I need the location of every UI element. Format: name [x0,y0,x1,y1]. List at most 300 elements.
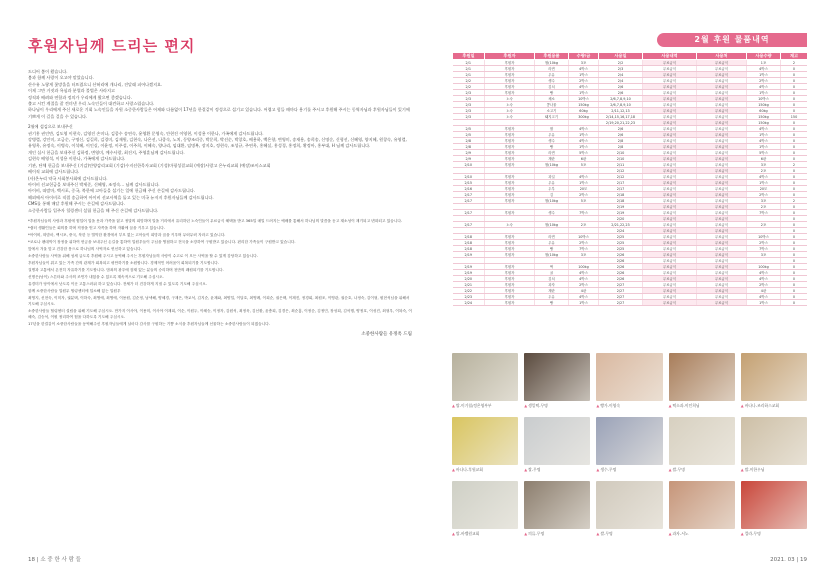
table-cell: 0 [781,192,808,198]
table-cell: 후원자 [485,270,535,276]
table-cell: 후원자 [485,174,535,180]
thanks-paragraph: 아이비, 따맘마, 백시포, 중국, 북한에 고아들을 섬기는 일에 헌금해 주신 손길에 감사드립니다. [28,188,196,194]
donation-photo [741,353,807,401]
table-cell: 0 [781,258,808,264]
table-cell: 2/11,12,13 [599,108,643,114]
note-paragraph: 유경미가 당이에서 낫도록 이곳 고통스러워 하고 있습니다. 전체가 더 건강하게 지낼 수 있도록 기도해 주십시오. [28,281,208,286]
table-cell: 2/19 [599,210,643,216]
table-cell: 우유 [535,72,569,78]
table-cell: 2/24 [599,228,643,234]
column-header: 재고 [781,53,808,60]
table-cell: 무료급식 [643,96,697,102]
table-cell: 무료급식 [697,258,747,264]
table-cell: 3포 [747,252,781,258]
table-cell: 후원자 [485,60,535,66]
table-cell: 2/6,7,8,9,10 [599,102,643,108]
photo-caption-text: 생수-무명 [600,467,617,472]
table-cell: 0 [781,270,808,276]
table-cell: 노숙 [485,114,535,120]
letter-paragraph: 하나님이 우리에게 주신 새로운 기회 노숙인들을 자원 소중한사람들은 어제와 다름없이 17년을 한결같이 정성으로 섬기고 있습니다. 어렵고 힘들 때마다 용기를 주시고 후원해 주시는 동역자님과 후원자님들이 있기에 기쁘게 이 길을 걸을 수 있습니다. [28,107,410,119]
table-cell: 2/9 [453,156,485,162]
table-cell: 무료급식 [697,156,747,162]
table-cell: 0 [781,228,808,234]
table-cell: 2/25 [599,240,643,246]
triangle-icon: ▲ [596,531,600,536]
table-cell: 0 [781,252,808,258]
thanks-paragraph: 베이직 교회에 감사드립니다. [28,169,80,175]
table-cell: 0 [781,120,808,126]
table-cell: 무료급식 [697,222,747,228]
table-cell: 2/24 [453,300,485,306]
table-cell: 2/16 [453,186,485,192]
table-cell: 2/10 [453,162,485,168]
table-cell: 2/1 [453,60,485,66]
table-cell: 0 [781,240,808,246]
table-cell: 두유 [535,294,569,300]
thanks-paragraph: CMS를 통해 매달 후원해 주시는 손길에 감사드립니다. [28,201,126,207]
table-cell: 후원자 [485,282,535,288]
table-cell: 2/5 [453,132,485,138]
triangle-icon: ▲ [452,467,455,472]
table-cell: 후원자 [485,276,535,282]
donation-photo [452,481,518,529]
table-cell: 0 [781,264,808,270]
table-cell: 3포 [747,162,781,168]
photo-caption [669,467,735,473]
table-cell: 2/27 [599,282,643,288]
table-cell: 1포 [747,60,781,66]
table-cell: 무료급식 [643,120,697,126]
table-cell: 무료급식 [697,270,747,276]
table-cell: 무료급식 [643,90,697,96]
table-cell: 무료급식 [643,300,697,306]
donation-table [452,52,807,306]
table-cell: 노숙 [485,96,535,102]
table-cell: 무료급식 [697,240,747,246]
table-cell: 4박스 [747,138,781,144]
table-cell: 2/22 [453,288,485,294]
table-cell: 무료급식 [643,204,697,210]
table-cell: 4박스 [747,294,781,300]
table-cell: 7박스 [747,210,781,216]
table-cell: 2/2 [453,78,485,84]
letter-page [28,35,412,550]
photo-item [741,481,807,537]
table-cell: 300kg [569,114,599,120]
table-cell: 무료급식 [697,186,747,192]
table-cell: 0 [781,300,808,306]
table-cell: 후원자 [485,66,535,72]
table-cell: 후원자 [485,252,535,258]
table-cell: 무료급식 [697,138,747,144]
table-cell: 2/6,7,8,9,10 [599,96,643,102]
table-cell: 20모 [747,186,781,192]
table-cell: 0 [781,246,808,252]
donation-photo [524,481,590,529]
triangle-icon: ▲ [740,531,744,536]
page-footer-left: 18 | 소 중 한 사 람 들 [28,557,81,563]
table-cell: 150kg [747,102,781,108]
table-cell: 무료급식 [697,168,747,174]
table-cell: 10박스 [747,234,781,240]
photo-item [452,417,518,473]
thanks-paragraph: 강병렬, 강인미, 고금순, 구명신, 김길희, 김경미, 김재원, 김현숙, 나은선, 나종숙, 노치, 동양조리중, 박문희, 박선순, 박창호, 배용하, 백은향, 변영미, 송재용, 송희송, 신명순, 신형선, 신혜영, 양지혜, 원창숙, 유영렬, 유영옥, 유정숙, 이병숙, 이석혜, 이인실, 이윤정, 이주섭, 이주희, 이혜숙, 양나리, 임대환, 임명복, 장지호, 정현숙, 조성규, 주연옥, 홍혜실, 홍성경, 홍정희, 황정아, 홍부대, H 님께 감사드립니다. [28,137,407,149]
note-paragraph: *후원자님들의 사랑과 후원에 힘입어 입을 옷과 가족을 잃고 정말의 희망하며 일을 거리에서 유리하던 노숙인들이 무료급식 혜택을 받고 365일 매일 드려지는 예배를 통해서 하나님의 말씀을 듣고 재소성이 재기되고 변화되고 있습니다. [28,218,403,223]
table-header-row [453,53,808,60]
table-cell: 1박스 [747,300,781,306]
photo-item [596,417,662,473]
photo-caption [596,467,662,473]
table-cell: 무료급식 [643,246,697,252]
table-cell: 2/6 [599,132,643,138]
table-cell: 무료급식 [697,198,747,204]
table-cell: 라면 [535,150,569,156]
table-cell: 2/8 [599,144,643,150]
table-cell: 0 [781,126,808,132]
table-cell: 4박스 [569,84,599,90]
triangle-icon: ▲ [524,403,528,408]
table-cell: 무료급식 [643,66,697,72]
table-cell: 계란 [535,288,569,294]
table-cell: 라면 [535,234,569,240]
table-cell: 2/27 [599,294,643,300]
table-cell: 2박스 [569,192,599,198]
table-cell: 빵 [535,246,569,252]
table-cell: 빵 [535,144,569,150]
note-paragraph: 소중한사람들 힐링센터 설립을 위해 기도해 주십시오. 만가지 이사야, 이용미, 이사야 이재희, 이순, 이원두, 이혜승, 이정자, 김원석, 최정욱, 김선환, 윤충희, 김경은, 최순홍, 이정순, 김정민, 장성희, 김석행, 양정호, 이성진, 최형우, 이복숙, 이혜숙, 김승석, 이원 정리하여 힘을 다하도록 기도해 주십시오. [28,308,412,319]
table-cell: 2/26 [599,252,643,258]
table-cell: 1박스 [569,180,599,186]
table-cell: 무료급식 [697,144,747,150]
table-cell: 3포 [747,198,781,204]
table-cell: 소고기 [535,108,569,114]
table-cell: 2/8 [453,138,485,144]
table-cell: 4판 [747,288,781,294]
table-cell: 2포 [747,222,781,228]
table-cell: 2/26 [599,276,643,282]
column-header: 후원용품 [535,53,569,60]
table-cell: 2/21,22,23 [599,222,643,228]
table-cell: 후원자 [485,78,535,84]
letter-paragraph: 봄과 함께 사랑이 오고야 말았습니다. [28,75,94,81]
donation-photo [596,417,662,465]
table-cell: 후원자 [485,180,535,186]
table-cell: 1박스 [747,72,781,78]
table-cell: 무료급식 [697,264,747,270]
table-cell: 7박스 [569,210,599,216]
table-cell: 무료급식 [643,138,697,144]
table-cell: 2/1 [453,72,485,78]
table-cell: 2/10 [599,150,643,156]
table-cell: 4판 [569,288,599,294]
table-cell: 2 [781,198,808,204]
letter-body [28,69,412,120]
table-cell: 60kg [569,108,599,114]
table-cell: 5박스 [569,150,599,156]
table-cell: 0 [781,282,808,288]
table-cell: 무료급식 [643,192,697,198]
table-cell: 2/17 [453,222,485,228]
table-cell: 후원자 [485,246,535,252]
column-header: 후원일 [453,53,485,60]
column-header: 사용내역 [643,53,697,60]
table-cell: 4박스 [747,174,781,180]
table-cell: 쌀(10kg [535,60,569,66]
photo-item [741,353,807,409]
table-cell: 100kg [747,264,781,270]
table-cell: 무료급식 [697,204,747,210]
photo-caption-text: 의류-무명 [528,531,545,536]
table-cell: 과일 [535,174,569,180]
table-cell: 무료급식 [643,288,697,294]
table-cell: 노숙 [485,108,535,114]
column-header: 사용일 [599,53,643,60]
donation-section-title: 2월 후원 물품내역 [657,33,807,47]
table-cell: 4박스 [747,276,781,282]
note-paragraph: 최영지, 신현숙, 이미자, 권분택, 이하숙, 최영애, 최영애, 이용원, 김순정, 남넥해, 양혜경, 구재은, 박교석, 김지순, 윤재와, 최양일, 이달호, 최영례, 이희순, 권은택, 이재진, 정경회, 최원조, 이영관, 권순호, 나정숙, 김이형, 원현석님을 위해서 기도해 주십시오. [28,295,410,306]
donation-photo [524,353,590,401]
table-cell: 150 [781,114,808,120]
table-cell: 2/18 [453,234,485,240]
photo-caption [452,467,518,473]
table-cell: 후원자 [485,186,535,192]
table-cell: 돼지고기 [535,114,569,120]
thanks-paragraph: 2월에 섬김으로 보내주신 [28,124,73,130]
table-cell: 무료급식 [643,108,697,114]
photo-caption-text: 바나나-조리하스교회 [744,403,780,408]
table-cell: 계란 [535,156,569,162]
table-cell: 무료급식 [643,168,697,174]
table-cell: 무료급식 [697,72,747,78]
table-cell: 2/6 [599,126,643,132]
photo-caption-text: 쌀-이기철/정은영부부 [455,403,492,408]
triangle-icon: ▲ [524,531,528,536]
table-cell: 김 [535,192,569,198]
thanks-paragraph: 김현숙 배영석, 이성용 이한나, 가족에게 감사드립니다. [28,156,126,162]
table-cell: 무료급식 [697,234,747,240]
table-cell: 생수 [535,210,569,216]
table-cell: 2/20 [453,276,485,282]
table-cell: 2/19 [453,270,485,276]
photo-caption [524,531,590,537]
table-cell: 1박스 [747,90,781,96]
table-cell: 2/27 [599,300,643,306]
table-cell: 0 [781,108,808,114]
letter-paragraph: 드디어 봄이 왔습니다. [28,69,68,74]
thanks-paragraph: 해외에서 아이비로 직접 송금하여 아이비 선교사역을 돕고 있는 미국 뉴저지 후원자님들께 감사드립니다. [28,194,214,200]
table-cell: 무료급식 [697,252,747,258]
table-cell: 2/9 [453,150,485,156]
note-paragraph: 함께 소중한사람들 입원무 힐링센터에 입소해 있는 입원우 [28,288,121,293]
table-cell: 2/6 [599,90,643,96]
table-cell: 0 [781,174,808,180]
table-cell: 생수 [535,138,569,144]
table-cell: 2/5 [453,126,485,132]
table-cell: 2/25 [599,246,643,252]
table-cell: 1박스 [747,144,781,150]
table-cell: 무료급식 [697,174,747,180]
table-cell: 2/26 [599,270,643,276]
table-cell: 2박스 [747,240,781,246]
table-cell: 2/17 [453,198,485,204]
donation-photo [741,417,807,465]
photo-item [596,481,662,537]
table-cell: 0 [781,84,808,90]
table-cell: 2/3 [599,66,643,72]
letter-paragraph: 이제 그만 거짓과 욕심과 분열과 불법은 사라지고 [28,88,115,94]
photo-item [669,417,735,473]
table-cell: 무료급식 [697,210,747,216]
table-cell: 10박스 [569,96,599,102]
table-cell: 0 [781,90,808,96]
table-cell: 2박스 [747,192,781,198]
table-cell: 무료급식 [697,108,747,114]
donation-photo [452,353,518,401]
table-cell: 7박스 [747,246,781,252]
note-paragraph: 후원자님들이 뭐고 있는 가족 간의 관계가 회복되고 평안하기를 소원합니다. 경제적인 어려움이 회복되기를 기도합니다. [28,260,219,265]
photo-item [669,481,735,537]
photo-caption [524,403,590,409]
thanks-section [28,124,412,214]
table-cell: 3포 [569,252,599,258]
table-cell: 2/19 [599,204,643,210]
table-cell: 무료급식 [697,192,747,198]
photo-item [596,353,662,409]
table-cell: 0 [781,288,808,294]
table-cell: 4박스 [747,84,781,90]
table-cell: 무료급식 [643,114,697,120]
table-cell: 후원자 [485,138,535,144]
photo-caption-text: 생일떡-무명 [528,403,548,408]
triangle-icon: ▲ [740,403,744,408]
table-cell: 10박스 [569,234,599,240]
table-cell: 0 [781,132,808,138]
photo-gallery [452,353,807,537]
table-cell: 2/3 [453,96,485,102]
table-cell: 무료급식 [643,240,697,246]
table-cell: 4박스 [569,126,599,132]
table-cell: 0 [781,294,808,300]
table-cell: 무료급식 [643,126,697,132]
table-cell: 2/4 [599,72,643,78]
table-cell: 4박스 [569,66,599,72]
photo-caption-text: 쌀-바벨원교회 [455,531,480,536]
letter-paragraph: 산수유 노랗게 꽃망울을 터뜨렸으니 산허리에 개나리, 진달래 피어나겠지요. [28,81,163,87]
table-cell: 0 [781,66,808,72]
table-cell: 2박스 [747,78,781,84]
triangle-icon: ▲ [740,467,744,472]
table-cell: 100kg [569,264,599,270]
table-cell: 0 [781,150,808,156]
table-cell: 무료급식 [643,270,697,276]
photo-caption-text: 컵라-무명 [744,531,761,536]
table-cell: 2/8 [599,138,643,144]
table-cell: 후원자 [485,84,535,90]
table-cell: 무료급식 [697,102,747,108]
table-cell: 2박스 [569,240,599,246]
table-cell: 무료급식 [643,186,697,192]
triangle-icon: ▲ [596,403,600,408]
table-cell: 2/3 [453,102,485,108]
table-cell: 귤 [535,270,569,276]
table-cell: 무료급식 [697,288,747,294]
table-cell: 2포 [747,204,781,210]
table-cell: 2/15 [453,180,485,186]
thanks-paragraph: 권기홍 권인만, 김도영 이현숙, 김영진 손미나, 김종수 송연숙, 윤영환 문영숙, 안현진 이영현, 이성용 이한나, 가족에게 감사드립니다. [28,130,264,136]
table-cell: 후원자 [485,264,535,270]
photo-caption-text: 과자-서노 [672,531,689,536]
table-cell: 후원자 [485,162,535,168]
table-cell: 1박스 [569,132,599,138]
letter-paragraph: 정직과 배려와 연합과 정의가 우리에게 왔으면 좋겠습니다. [28,94,133,100]
table-cell: 무료급식 [643,174,697,180]
table-cell: 무료급식 [643,84,697,90]
table-cell: 채소 [535,96,569,102]
letter-title: 후원자님께 드리는 편지 [28,37,196,55]
triangle-icon: ▲ [668,403,672,408]
table-cell: 쌀(10kg [535,252,569,258]
table-cell: 2/20 [599,216,643,222]
table-cell: 0 [781,156,808,162]
photo-item [524,481,590,537]
table-cell: 1박스 [747,132,781,138]
photo-caption-text: 쌀-무명 [528,467,541,472]
table-cell: 쌀(10kg [535,222,569,228]
table-cell: 2/2 [453,84,485,90]
donation-photo [669,481,735,529]
table-cell: 4박스 [569,270,599,276]
table-cell: 2/18 [453,246,485,252]
table-cell: 4박스 [747,270,781,276]
table-cell: 무료급식 [697,90,747,96]
table-cell: 무료급식 [643,276,697,282]
triangle-icon: ▲ [452,403,455,408]
table-cell: 쌀 [535,126,569,132]
table-cell: 7박스 [569,246,599,252]
table-cell: 0 [781,180,808,186]
donation-photo [596,353,662,401]
table-cell: 0 [781,234,808,240]
table-cell: 무료급식 [697,282,747,288]
photo-caption [452,403,518,409]
photo-item [669,353,735,409]
letter-signature: 소중한사람들 유정옥 드림 [361,331,412,337]
table-cell: 무료급식 [697,150,747,156]
table-cell: 150kg [569,102,599,108]
column-header: 후원자 [485,53,535,60]
table-cell: 무료급식 [643,78,697,84]
thanks-paragraph: 개인 십시 헌금을 보내주신 김하정, 변영미, 예수사랑, 최진지, 주영훈님께 감사드립니다. [28,149,185,155]
table-cell: 0 [781,72,808,78]
table-row [453,300,808,306]
table-cell: 후원자 [485,72,535,78]
photo-caption [741,467,807,473]
table-cell: 무료급식 [643,210,697,216]
table-cell: 후원자 [485,210,535,216]
table-cell: 2/12 [599,174,643,180]
photo-item [741,417,807,473]
table-cell: 무료급식 [643,264,697,270]
photo-caption [741,403,807,409]
table-cell: 2 [781,60,808,66]
table-cell: 무료급식 [643,258,697,264]
table-cell: 2/19 [453,264,485,270]
table-cell: 2/12 [599,168,643,174]
photo-item [452,481,518,537]
donation-photo [669,353,735,401]
table-cell: 후원자 [485,234,535,240]
note-paragraph: 17년을 한결같이 소중한사람들을 동역해주신 후원자님들에게 날마다 감사를 구원하는 기쁨 소식을 후원자님들께 선물하는 소중한사람들이 되겠습니다. [28,321,270,326]
